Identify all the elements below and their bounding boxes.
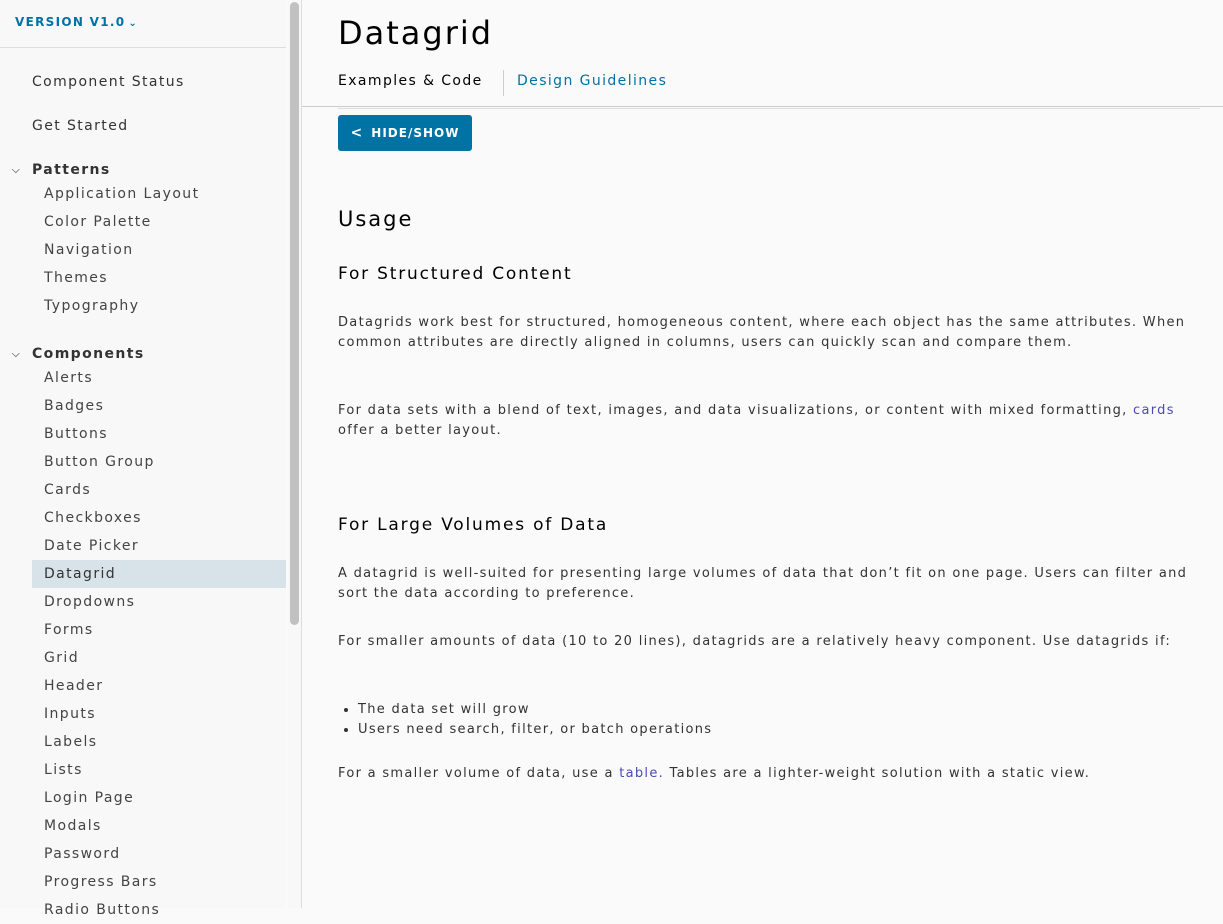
group-patterns-toggle[interactable] <box>12 162 111 178</box>
structured-paragraph-2 <box>338 401 1188 441</box>
group-title: Patterns <box>32 162 111 178</box>
hide-show-button[interactable] <box>338 115 472 151</box>
nav-item-grid[interactable]: Grid <box>44 650 79 666</box>
nav-item-inputs[interactable]: Inputs <box>44 706 96 722</box>
nav-item-color-palette[interactable]: Color Palette <box>44 214 152 230</box>
table-link[interactable]: table. <box>619 766 665 781</box>
version-label: VERSION V1.0 <box>15 15 126 29</box>
nav-item-labels[interactable]: Labels <box>44 734 98 750</box>
text: Tables are a lighter-weight solution with a static view. <box>664 766 1091 781</box>
cards-link[interactable]: cards <box>1133 403 1175 418</box>
group-title: Components <box>32 346 145 362</box>
text: For data sets with a blend of text, images, and data visualizations, or content with mixed formatting, <box>338 403 1134 418</box>
scrollbar-thumb[interactable] <box>290 2 299 625</box>
nav-item-login-page[interactable]: Login Page <box>44 790 135 806</box>
usage-heading: Usage <box>338 207 414 231</box>
main-content <box>302 0 1223 908</box>
nav-item-lists[interactable]: Lists <box>44 762 83 778</box>
text: For a smaller volume of data, use a <box>338 766 620 781</box>
nav-item-get-started[interactable]: Get Started <box>32 118 129 134</box>
nav-item-alerts[interactable]: Alerts <box>44 370 94 386</box>
nav-item-password[interactable]: Password <box>44 846 121 862</box>
divider <box>0 47 286 48</box>
nav-item-themes[interactable]: Themes <box>44 270 108 286</box>
nav-item-forms[interactable]: Forms <box>44 622 94 638</box>
chevron-down-icon: ⌵ <box>12 348 21 360</box>
list-item: • Users need search, filter, or batch operations <box>358 720 712 740</box>
nav-item-component-status[interactable]: Component Status <box>32 74 185 90</box>
structured-paragraph-1: Datagrids work best for structured, homogeneous content, where each object has the same attributes. When common attributes are directly aligned in columns, users can quickly scan and compare them. <box>338 315 1186 350</box>
nav-item-header[interactable]: Header <box>44 678 104 694</box>
tab-examples-code[interactable]: Examples & Code <box>338 73 483 89</box>
page-title: Datagrid <box>338 14 494 52</box>
divider <box>302 106 1223 107</box>
sidebar <box>0 0 286 918</box>
nav-item-modals[interactable]: Modals <box>44 818 102 834</box>
nav-item-date-picker[interactable]: Date Picker <box>44 538 140 554</box>
nav-item-radio-buttons[interactable]: Radio Buttons <box>44 902 161 918</box>
nav-item-navigation[interactable]: Navigation <box>44 242 134 258</box>
nav-item-checkboxes[interactable]: Checkboxes <box>44 510 142 526</box>
tab-design-guidelines[interactable]: Design Guidelines <box>517 73 668 89</box>
large-paragraph-2: For smaller amounts of data (10 to 20 lines), datagrids are a relatively heavy component. Use datagrids if: <box>338 634 1172 649</box>
large-paragraph-3 <box>338 764 1208 784</box>
chevron-down-icon: ⌄ <box>128 18 139 29</box>
nav-item-dropdowns[interactable]: Dropdowns <box>44 594 136 610</box>
version-selector[interactable] <box>15 15 138 29</box>
nav-item-buttons[interactable]: Buttons <box>44 426 108 442</box>
hide-show-label: HIDE/SHOW <box>371 126 460 140</box>
nav-item-button-group[interactable]: Button Group <box>44 454 155 470</box>
sidebar-scrollbar[interactable] <box>288 0 301 908</box>
list-item: • The data set will grow <box>358 700 712 720</box>
tab-separator <box>503 70 504 96</box>
nav-item-typography[interactable]: Typography <box>44 298 140 314</box>
text: offer a better layout. <box>338 423 502 438</box>
divider <box>338 108 1200 109</box>
large-volumes-heading: For Large Volumes of Data <box>338 515 609 535</box>
structured-heading: For Structured Content <box>338 264 573 284</box>
bullet-list <box>338 700 712 740</box>
large-paragraph-1: A datagrid is well-suited for presenting large volumes of data that don’t fit on one page. Users can filter and sort the data according to preference. <box>338 566 1188 601</box>
nav-item-datagrid[interactable]: Datagrid <box>32 560 286 588</box>
group-components-toggle[interactable] <box>12 346 145 362</box>
chevron-down-icon: ⌵ <box>12 164 21 176</box>
chevron-left-icon: < <box>350 125 364 141</box>
nav-item-badges[interactable]: Badges <box>44 398 105 414</box>
nav-item-application-layout[interactable]: Application Layout <box>44 186 200 202</box>
nav-item-progress-bars[interactable]: Progress Bars <box>44 874 158 890</box>
nav-item-cards[interactable]: Cards <box>44 482 92 498</box>
